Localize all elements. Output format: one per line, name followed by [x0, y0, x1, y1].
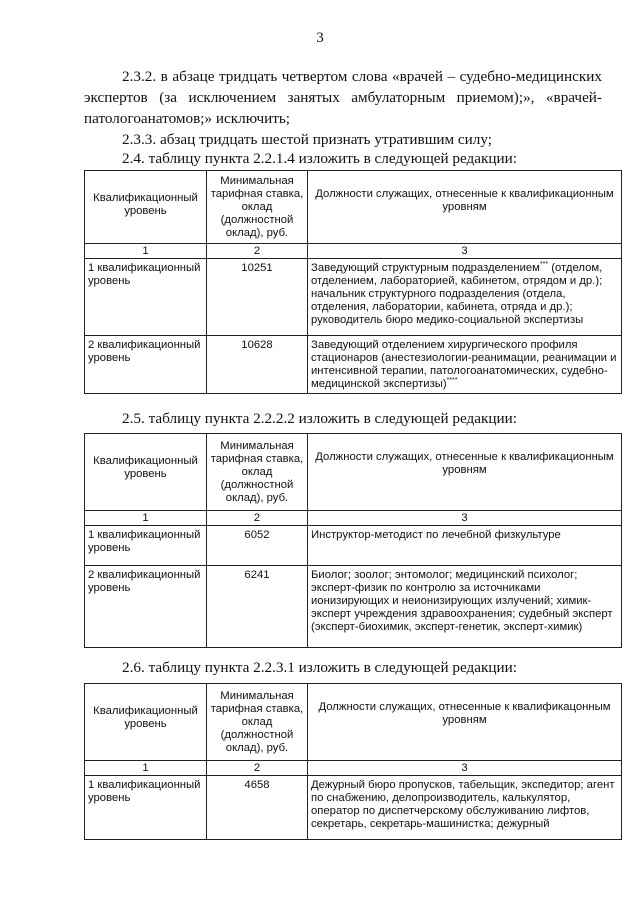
section-heading-text: 2.6. таблицу пункта 2.2.3.1 изложить в следующей редакции:	[122, 659, 518, 676]
footnote-mark: ***	[539, 261, 549, 268]
section-heading-text: 2.4. таблицу пункта 2.2.1.4 изложить в следующей редакции:	[122, 150, 518, 167]
page-number: 3	[316, 30, 324, 46]
row-rate: 10628	[207, 336, 308, 394]
paragraph-2-3-2	[84, 66, 602, 129]
section-heading-text: 2.5. таблицу пункта 2.2.2.2 изложить в следующей редакции:	[122, 410, 518, 427]
row-rate: 4658	[207, 776, 308, 840]
column-number: 2	[207, 761, 308, 776]
table-header-row	[85, 434, 622, 511]
row-rate: 10251	[207, 259, 308, 336]
positions-text-rest: (отделом, отделением, лабораторией, кабинетом, отрядом и др.); начальник структурного подразделения (отдела, отделения, лаборатории, кабинета, отряда и др.); руководитель бюро медико-социальной экспертизы	[311, 262, 603, 326]
row-level: 1 квалификационный уровень	[85, 259, 207, 336]
header-level: Квалификационный уровень	[85, 171, 207, 244]
row-positions: Биолог; зоолог; энтомолог; медицинский психолог; эксперт-физик по контролю за источниками ионизирующих и неионизирующих излучений; химик-эксперт учреждения здравоохранения; судебный эксперт (эксперт-биохимик, эксперт-генетик, эксперт-химик)	[308, 566, 622, 648]
column-number: 3	[308, 761, 622, 776]
header-positions: Должности служащих, отнесенные к квалификационным уровням	[308, 434, 622, 511]
table-row	[85, 336, 622, 394]
qualification-table-2-5	[84, 433, 622, 648]
column-number-row	[85, 244, 622, 259]
header-level: Квалификационный уровень	[85, 434, 207, 511]
column-number: 3	[308, 511, 622, 526]
row-level: 1 квалификационный уровень	[85, 526, 207, 566]
positions-text: Заведующий структурным подразделением	[311, 262, 540, 274]
table-header-row	[85, 684, 622, 761]
header-level: Квалификационный уровень	[85, 684, 207, 761]
paragraph-2-3-2-text: 2.3.2. в абзаце тридцать четвертом слова «врачей – судебно-медицинских экспертов (за исключением занятых амбулаторным приемом);», «врачей-патологоанатомов;» исключить;	[84, 68, 602, 127]
column-number-row	[85, 761, 622, 776]
table-row	[85, 259, 622, 336]
row-positions	[308, 259, 622, 336]
table-header-row	[85, 171, 622, 244]
header-rate: Минимальная тарифная ставка, оклад (должностной оклад), руб.	[207, 171, 308, 244]
table-row	[85, 526, 622, 566]
paragraph-2-3-3-text: 2.3.3. абзац тридцать шестой признать утратившим силу;	[122, 131, 492, 148]
row-level: 1 квалификационный уровень	[85, 776, 207, 840]
table-row	[85, 566, 622, 648]
row-positions	[308, 336, 622, 394]
header-rate: Минимальная тарифная ставка, оклад (должностной оклад), руб.	[207, 434, 308, 511]
column-number: 2	[207, 511, 308, 526]
column-number-row	[85, 511, 622, 526]
table-row	[85, 776, 622, 840]
column-number: 1	[85, 244, 207, 259]
positions-text: Заведующий отделением хирургического профиля стационаров (анестезиологии-реанимации, реанимации и интенсивной терапии, патологоанатомических, судебно-медицинской экспертизы)	[311, 339, 617, 390]
paragraph-2-3-3	[84, 129, 602, 150]
column-number: 1	[85, 511, 207, 526]
row-rate: 6052	[207, 526, 308, 566]
column-number: 3	[308, 244, 622, 259]
section-heading-2-4	[84, 149, 624, 169]
row-positions: Инструктор-методист по лечебной физкультуре	[308, 526, 622, 566]
header-positions: Должности служащих, отнесенные к квалификационным уровням	[308, 171, 622, 244]
row-rate: 6241	[207, 566, 308, 648]
section-heading-2-6	[84, 658, 624, 678]
row-positions: Дежурный бюро пропусков, табельщик, экспедитор; агент по снабжению, делопроизводитель, калькулятор, оператор по диспетчерскому обслуживанию лифтов, секретарь, секретарь-машинистка; дежурный	[308, 776, 622, 840]
column-number: 2	[207, 244, 308, 259]
header-positions: Должности служащих, отнесенные к квалификацонным уровням	[308, 684, 622, 761]
footnote-mark: ****	[446, 377, 458, 384]
header-rate: Минимальная тарифная ставка, оклад (должностной оклад), руб.	[207, 684, 308, 761]
column-number: 1	[85, 761, 207, 776]
row-level: 2 квалификационный уровень	[85, 336, 207, 394]
qualification-table-2-6	[84, 683, 622, 840]
section-heading-2-5	[84, 409, 624, 429]
qualification-table-2-4	[84, 170, 622, 394]
row-level: 2 квалификационный уровень	[85, 566, 207, 648]
